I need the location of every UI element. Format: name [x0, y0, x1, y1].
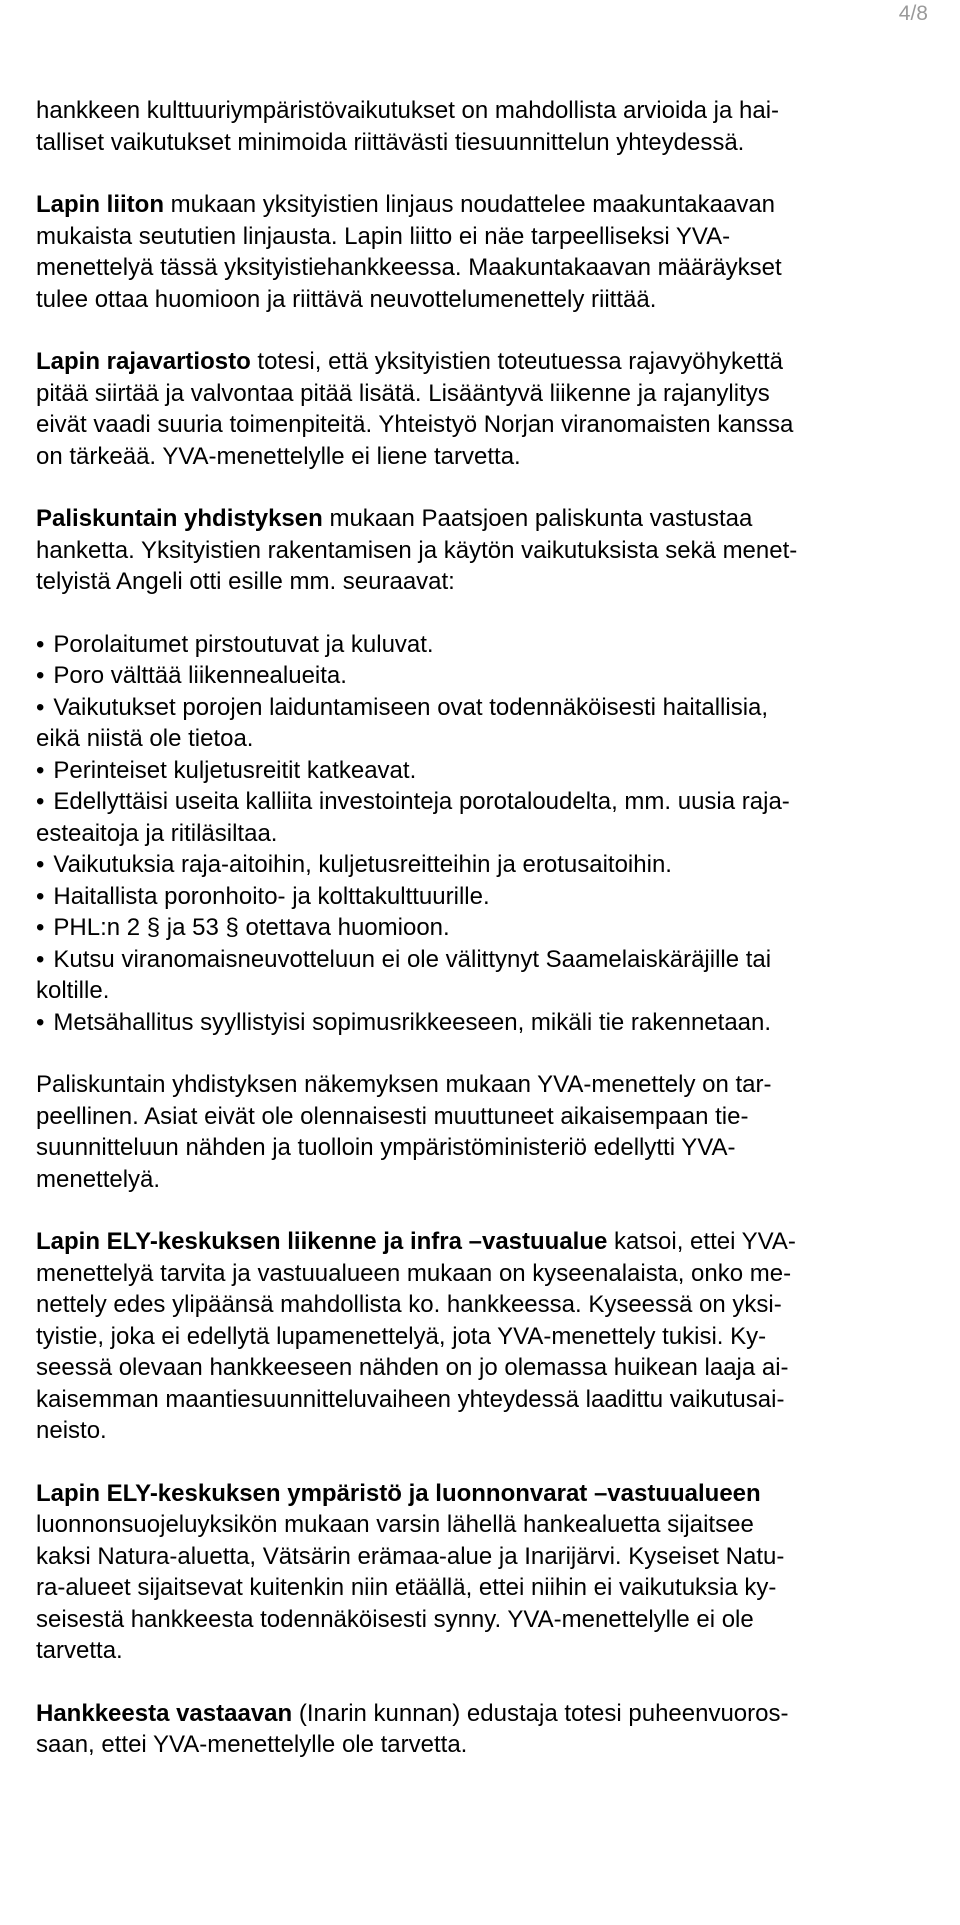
text-line: kaksi Natura-aluetta, Vätsärin erämaa-alue ja Inarijärvi. Kyseiset Natu-	[36, 1542, 785, 1570]
text-line: menettelyä tarvita ja vastuualueen mukaan on kyseenalaista, onko me-	[36, 1259, 792, 1287]
organization-name: Lapin liiton	[36, 191, 164, 218]
list-item	[36, 660, 936, 692]
list-item-text: Poro välttää liikennealueita.	[53, 662, 347, 689]
text-line: talliset vaikutukset minimoida riittävästi tiesuunnittelun yhteydessä.	[36, 128, 745, 156]
text-line: kaisemman maantiesuunnitteluvaiheen yhteydessä laadittu vaikutusai-	[36, 1385, 785, 1413]
paragraph-hankkeesta-vastaava	[36, 1698, 936, 1761]
text-line: tyistie, joka ei edellytä lupamenettelyä, jota YVA-menettely tukisi. Ky-	[36, 1322, 767, 1350]
page-number: 4/8	[898, 2, 928, 25]
text-line: saan, ettei YVA-menettelylle ole tarvetta.	[36, 1731, 468, 1758]
text-line: Paliskuntain yhdistyksen näkemyksen mukaan YVA-menettely on tar-	[36, 1071, 772, 1098]
list-item	[36, 944, 936, 1007]
list-item-text: koltille.	[36, 977, 110, 1004]
list-item-text: Vaikutuksia raja-aitoihin, kuljetusreitteihin ja erotusaitoihin.	[53, 851, 672, 878]
document-body	[36, 95, 936, 1792]
organization-name: Lapin ELY-keskuksen liikenne ja infra –vastuualue	[36, 1228, 608, 1255]
list-item	[36, 912, 936, 944]
list-item-text: Haitallista poronhoito- ja kolttakulttuurille.	[53, 882, 490, 910]
paragraph-heritage-impacts	[36, 95, 936, 158]
text-line: telyistä Angeli otti esille mm. seuraavat:	[36, 568, 455, 595]
text-line: neisto.	[36, 1417, 107, 1444]
text-line: katsoi, ettei YVA-	[607, 1228, 796, 1255]
text-line: menettelyä.	[36, 1165, 161, 1193]
organization-name: Paliskuntain yhdistyksen	[36, 505, 323, 532]
list-item	[36, 849, 936, 881]
list-item-text: Porolaitumet pirstoutuvat ja kuluvat.	[53, 630, 434, 658]
text-line: mukaan Paatsjoen paliskunta vastustaa	[322, 505, 753, 532]
list-item-text: PHL:n 2 § ja 53 § otettava huomioon.	[53, 914, 450, 941]
list-item	[36, 1007, 936, 1039]
text-line: luonnonsuojeluyksikön mukaan varsin lähellä hankealuetta sijaitsee	[36, 1511, 754, 1538]
list-item-text: Kutsu viranomaisneuvotteluun ei ole välittynyt Saamelaiskäräjille tai	[53, 945, 772, 973]
organization-name: Lapin rajavartiosto	[36, 348, 251, 375]
list-item	[36, 881, 936, 913]
text-line: hanketta. Yksityistien rakentamisen ja käytön vaikutuksista sekä menet-	[36, 536, 798, 564]
text-line: mukaista seututien linjausta. Lapin liitto ei näe tarpeelliseksi YVA-	[36, 222, 731, 250]
text-line: tarvetta.	[36, 1637, 123, 1664]
text-line: pitää siirtää ja valvontaa pitää lisätä. Lisääntyvä liikenne ja rajanylitys	[36, 379, 770, 407]
text-line: suunnitteluun nähden ja tuolloin ympäristöministeriö edellytti YVA-	[36, 1134, 736, 1161]
bullet-list	[36, 629, 936, 1039]
text-line: nettely edes ylipäänsä mahdollista ko. hankkeessa. Kyseessä on yksi-	[36, 1291, 782, 1318]
list-item-text: eikä niistä ole tietoa.	[36, 725, 254, 752]
paragraph-ely-ymparisto	[36, 1478, 936, 1667]
text-line: hankkeen kulttuuriympäristövaikutukset on mahdollista arvioida ja hai-	[36, 97, 780, 124]
list-item-text: Edellyttäisi useita kalliita investointeja porotaloudelta, mm. uusia raja-	[53, 788, 790, 815]
text-line: peellinen. Asiat eivät ole olennaisesti muuttuneet aikaisempaan tie-	[36, 1102, 749, 1130]
list-item-text: esteaitoja ja ritiläsiltaa.	[36, 819, 278, 847]
text-line: mukaan yksityistien linjaus noudattelee maakuntakaavan	[163, 191, 776, 218]
text-line: totesi, että yksityistien toteutuessa rajavyöhykettä	[250, 348, 783, 375]
organization-name: Hankkeesta vastaavan	[36, 1699, 293, 1727]
paragraph-ely-liikenne	[36, 1226, 936, 1447]
paragraph-rajavartiosto	[36, 346, 936, 472]
text-line: (Inarin kunnan) edustaja totesi puheenvuoros-	[292, 1699, 789, 1727]
text-line: eivät vaadi suuria toimenpiteitä. Yhteistyö Norjan viranomaisten kanssa	[36, 411, 794, 438]
paragraph-paliskuntain-yhdistys	[36, 503, 936, 598]
list-item-text: Metsähallitus syyllistyisi sopimusrikkeeseen, mikäli tie rakennetaan.	[53, 1008, 772, 1036]
list-item-text: Vaikutukset porojen laiduntamiseen ovat todennäköisesti haitallisia,	[53, 693, 769, 721]
list-item	[36, 629, 936, 661]
organization-name: Lapin ELY-keskuksen ympäristö ja luonnonvarat –vastuualueen	[36, 1479, 761, 1507]
text-line: on tärkeää. YVA-menettelylle ei liene tarvetta.	[36, 442, 521, 470]
list-item	[36, 755, 936, 787]
paragraph-yva-opinion	[36, 1069, 936, 1195]
list-item-text: Perinteiset kuljetusreitit katkeavat.	[53, 756, 417, 784]
text-line: ra-alueet sijaitsevat kuitenkin niin etäällä, ettei niihin ei vaikutuksia ky-	[36, 1574, 777, 1601]
paragraph-lapin-liitto	[36, 189, 936, 315]
text-line: menettelyä tässä yksityistiehankkeessa. Maakuntakaavan määräykset	[36, 254, 782, 281]
text-line: seisestä hankkeesta todennäköisesti synny. YVA-menettelylle ei ole	[36, 1605, 754, 1633]
text-line: seessä olevaan hankkeeseen nähden on jo olemassa huikean laaja ai-	[36, 1354, 789, 1381]
list-item	[36, 692, 936, 755]
list-item	[36, 786, 936, 849]
text-line: tulee ottaa huomioon ja riittävä neuvottelumenettely riittää.	[36, 285, 657, 313]
